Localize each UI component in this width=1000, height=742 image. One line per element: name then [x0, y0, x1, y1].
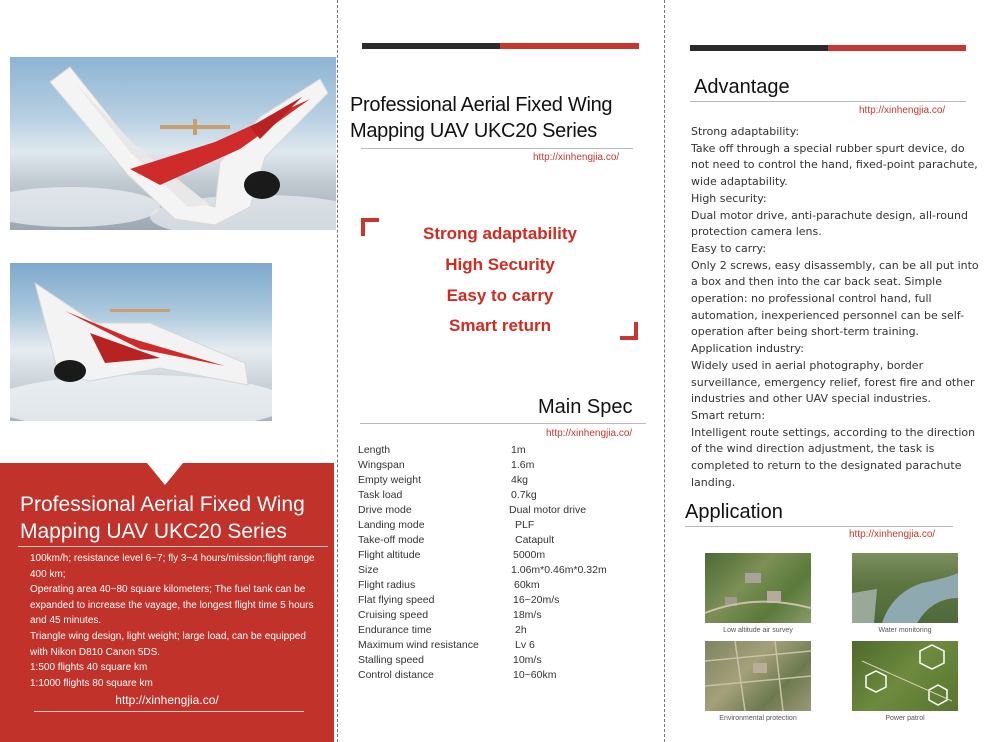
spec-value: 16~20m/s	[513, 594, 560, 606]
header-bar-dark	[690, 45, 828, 51]
spec-value: 2h	[515, 624, 527, 636]
spec-row	[358, 579, 648, 594]
spec-value: Lv 6	[515, 639, 535, 651]
feature-item: High Security	[445, 255, 555, 274]
header-bar-dark	[362, 43, 500, 49]
header-bar-red	[828, 45, 966, 51]
spec-row	[358, 594, 648, 609]
advantage-line: Take off through a special rubber spurt device, do not need to control the hand, fixed-point parachute, wide adaptability.	[691, 141, 978, 189]
spec-url-link[interactable]: http://xinhengjia.co/	[546, 428, 633, 439]
product-title: Professional Aerial Fixed Wing Mapping UAV UKC20 Series	[350, 94, 613, 142]
spec-row	[358, 489, 648, 504]
application-heading: Application	[685, 501, 783, 523]
spec-divider	[360, 423, 646, 424]
spec-row	[358, 549, 648, 564]
application-caption: Water monitoring	[878, 627, 932, 634]
spec-value: 1m	[511, 444, 526, 456]
spec-key: Flat flying speed	[358, 594, 435, 606]
product-url-link[interactable]: http://xinhengjia.co/	[533, 152, 620, 163]
application-caption: Environmental protection	[719, 715, 797, 722]
environment-image	[705, 641, 811, 711]
feature-item: Smart return	[448, 316, 552, 335]
power-illustration	[852, 641, 958, 711]
spec-row	[358, 504, 648, 519]
advantage-line: Intelligent route settings, according to the direction of the wind direction adjustment, the task is completed to return to the designated parachute landing.	[691, 425, 976, 489]
advantage-body	[691, 124, 981, 491]
uav-illustration-bottom	[10, 263, 272, 421]
spec-heading: Main Spec	[538, 396, 633, 418]
summary-line: Triangle wing design, light weight; large load, can be equipped with Nikon D810 Canon 5DS.	[30, 630, 306, 658]
panel-notch	[147, 463, 183, 485]
spec-row	[358, 609, 648, 624]
summary-line: Operating area 40~80 square kilometers; The fuel tank can be expanded to increase the vayage, the longest flight time 5 hours and 45 minutes.	[30, 584, 314, 627]
spec-value: Dual motor drive	[509, 504, 587, 516]
spec-key: Task load	[358, 489, 403, 501]
spec-value: 18m/s	[513, 609, 542, 621]
spec-value: Catapult	[515, 534, 555, 546]
spec-row	[358, 564, 648, 579]
advantage-line: Smart return:	[691, 408, 766, 422]
application-divider	[685, 526, 953, 527]
spec-row	[358, 444, 648, 459]
summary-url-divider	[34, 711, 304, 712]
spec-key: Maximum wind resistance	[358, 639, 479, 651]
spec-key: Landing mode	[358, 519, 425, 531]
spec-row	[358, 639, 648, 654]
spec-row	[358, 459, 648, 474]
advantage-line: Dual motor drive, anti-parachute design, all-round protection camera lens.	[691, 208, 968, 239]
water-image	[852, 553, 958, 623]
feature-item: Easy to carry	[446, 286, 554, 305]
spec-value: 4kg	[511, 474, 528, 486]
advantage-line: Widely used in aerial photography, border surveillance, emergency relief, forest fire and other industries and other UAV special industries.	[691, 358, 975, 406]
summary-divider	[18, 546, 328, 547]
spec-value: 0.7kg	[511, 489, 537, 501]
summary-line: 1:500 flights 40 square km	[30, 662, 148, 674]
spec-key: Control distance	[358, 669, 434, 681]
advantage-line: Strong adaptability:	[691, 125, 800, 138]
spec-key: Empty weight	[358, 474, 422, 486]
survey-image	[705, 553, 811, 623]
advantage-divider	[690, 101, 966, 102]
spec-key: Length	[358, 444, 391, 456]
spec-key: Flight radius	[358, 579, 416, 591]
spec-value: 10m/s	[513, 654, 542, 666]
spec-key: Cruising speed	[358, 609, 429, 621]
spec-row	[358, 474, 648, 489]
summary-line: 100km/h; resistance level 6~7; fly 3~4 hours/mission;flight range 400 km;	[30, 553, 315, 580]
fold-line-left	[337, 0, 338, 742]
summary-title: Professional Aerial Fixed Wing Mapping UAV UKC20 Series	[20, 493, 305, 543]
spec-value: 1.06m*0.46m*0.32m	[511, 564, 607, 576]
application-url-link[interactable]: http://xinhengjia.co/	[849, 529, 936, 540]
advantage-line: Only 2 screws, easy disassembly, can be all put into a box and then into the car back seat. Simple operation: no professional control hand, full automation, inexperienced personnel can be self-operation after being short-term training.	[691, 258, 979, 339]
application-caption: Low altitude air survey	[723, 627, 793, 634]
spec-row	[358, 519, 648, 534]
uav-photo-top	[10, 57, 336, 230]
uav-illustration-top	[10, 57, 336, 230]
advantage-line: High security:	[691, 191, 767, 205]
power-image	[852, 641, 958, 711]
advantage-heading: Advantage	[694, 76, 790, 98]
summary-line: 1:1000 flights 80 square km	[30, 677, 153, 689]
spec-row	[358, 624, 648, 639]
spec-key: Size	[358, 564, 379, 576]
spec-row	[358, 654, 648, 669]
spec-key: Drive mode	[358, 504, 412, 516]
spec-key: Flight altitude	[358, 549, 421, 561]
spec-value: 5000m	[513, 549, 546, 561]
spec-value: PLF	[515, 519, 535, 531]
uav-photo-bottom	[10, 263, 272, 421]
header-bar-red	[500, 43, 639, 49]
advantage-url-link[interactable]: http://xinhengjia.co/	[859, 105, 946, 116]
survey-illustration	[705, 553, 811, 623]
spec-key: Stalling speed	[358, 654, 424, 666]
title-divider	[361, 148, 633, 149]
spec-row	[358, 669, 648, 684]
spec-value: 1.6m	[511, 459, 535, 471]
advantage-line: Application industry:	[691, 342, 804, 356]
advantage-line: Easy to carry:	[691, 241, 767, 255]
spec-key: Wingspan	[358, 459, 405, 471]
fold-line-right	[664, 0, 665, 742]
spec-row	[358, 534, 648, 549]
spec-value: 10~60km	[513, 669, 557, 681]
environment-illustration	[705, 641, 811, 711]
spec-key: Take-off mode	[358, 534, 425, 546]
spec-key: Endurance time	[358, 624, 432, 636]
feature-item: Strong adaptability	[423, 224, 577, 243]
water-illustration	[852, 553, 958, 623]
summary-url-link[interactable]: http://xinhengjia.co/	[115, 693, 219, 707]
spec-value: 60km	[514, 579, 540, 591]
application-caption: Power patrol	[885, 715, 925, 722]
summary-body	[30, 551, 315, 691]
